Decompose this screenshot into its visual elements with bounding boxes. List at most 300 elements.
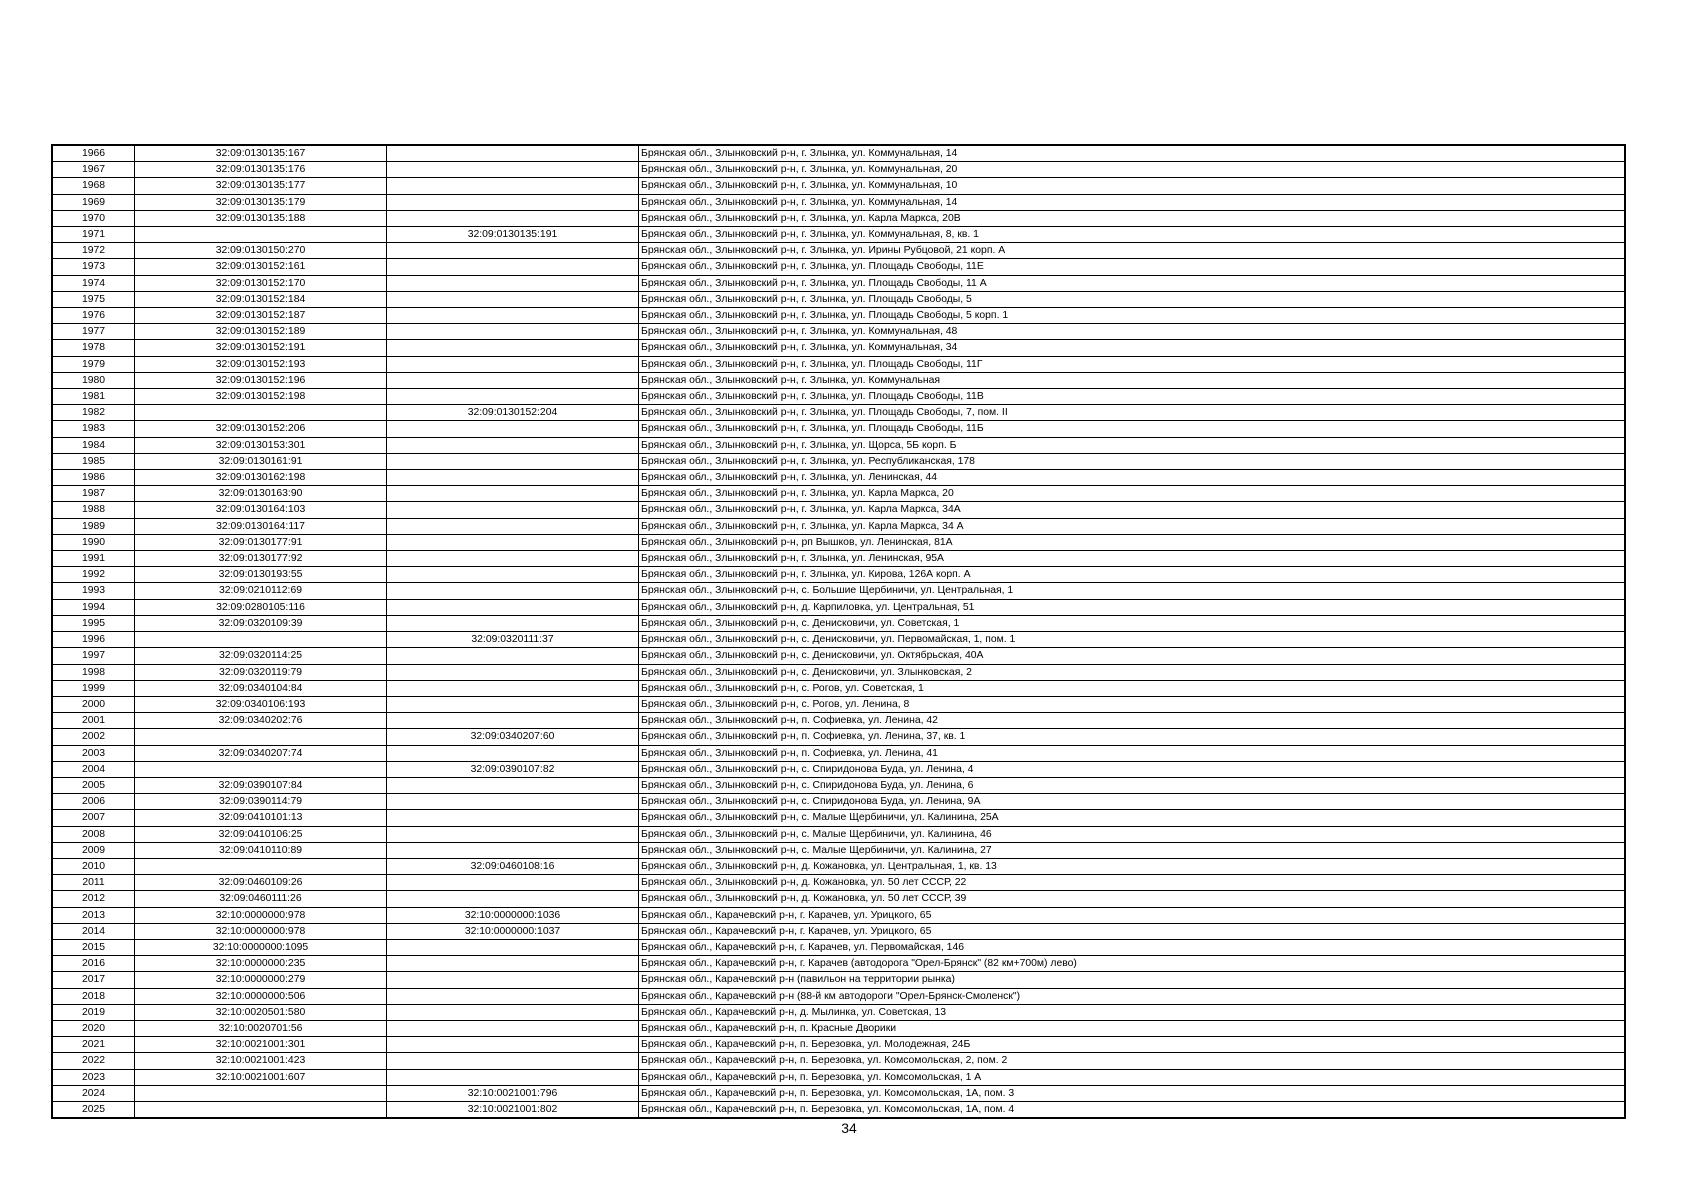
table-row <box>53 923 1625 939</box>
room-cadastral-number-cell <box>387 1053 639 1069</box>
address-cell: Брянская обл., Злынковский р-н, п. Софиевка, ул. Ленина, 37, кв. 1 <box>639 729 1625 745</box>
address-cell: Брянская обл., Злынковский р-н, с. Малые Щербиничи, ул. Калинина, 25А <box>639 810 1625 826</box>
row-number-cell: 2016 <box>53 956 135 972</box>
cadastral-number-cell: 32:10:0021001:423 <box>135 1053 387 1069</box>
cadastral-number-cell: 32:09:0130153:301 <box>135 437 387 453</box>
row-number-cell: 2023 <box>53 1069 135 1085</box>
row-number-cell: 1988 <box>53 502 135 518</box>
table-row <box>53 907 1625 923</box>
room-cadastral-number-cell <box>387 178 639 194</box>
row-number-cell: 1969 <box>53 194 135 210</box>
table-row <box>53 324 1625 340</box>
table-row <box>53 810 1625 826</box>
room-cadastral-number-cell <box>387 308 639 324</box>
cadastral-number-cell: 32:09:0340104:84 <box>135 680 387 696</box>
page-number: 34 <box>841 1120 857 1136</box>
address-cell: Брянская обл., Злынковский р-н, г. Злынка, ул. Кирова, 126А корп. А <box>639 567 1625 583</box>
address-cell: Брянская обл., Злынковский р-н, г. Злынка, ул. Площадь Свободы, 7, пом. II <box>639 405 1625 421</box>
room-cadastral-number-cell <box>387 1020 639 1036</box>
row-number-cell: 2014 <box>53 923 135 939</box>
row-number-cell: 1986 <box>53 470 135 486</box>
address-cell: Брянская обл., Злынковский р-н, г. Злынка, ул. Коммунальная, 48 <box>639 324 1625 340</box>
address-cell: Брянская обл., Злынковский р-н, д. Карпиловка, ул. Центральная, 51 <box>639 599 1625 615</box>
row-number-cell: 1981 <box>53 389 135 405</box>
table-row <box>53 599 1625 615</box>
address-cell: Брянская обл., Злынковский р-н, г. Злынка, ул. Коммунальная, 10 <box>639 178 1625 194</box>
room-cadastral-number-cell <box>387 194 639 210</box>
address-cell: Брянская обл., Карачевский р-н, п. Березовка, ул. Молодежная, 24Б <box>639 1037 1625 1053</box>
table-row <box>53 1085 1625 1101</box>
room-cadastral-number-cell <box>387 599 639 615</box>
cadastral-number-cell: 32:10:0000000:235 <box>135 956 387 972</box>
table-row <box>53 696 1625 712</box>
address-cell: Брянская обл., Злынковский р-н, д. Кожановка, ул. 50 лет СССР, 39 <box>639 891 1625 907</box>
row-number-cell: 1967 <box>53 162 135 178</box>
row-number-cell: 2012 <box>53 891 135 907</box>
row-number-cell: 2020 <box>53 1020 135 1036</box>
cadastral-number-cell: 32:09:0210112:69 <box>135 583 387 599</box>
cadastral-number-cell: 32:09:0390114:79 <box>135 794 387 810</box>
table-row <box>53 421 1625 437</box>
table-row <box>53 583 1625 599</box>
address-cell: Брянская обл., Злынковский р-н, г. Злынка, ул. Площадь Свободы, 11 А <box>639 275 1625 291</box>
row-number-cell: 1982 <box>53 405 135 421</box>
cadastral-number-cell: 32:10:0000000:279 <box>135 972 387 988</box>
row-number-cell: 2011 <box>53 875 135 891</box>
table-row <box>53 1069 1625 1085</box>
address-cell: Брянская обл., Злынковский р-н, г. Злынка, ул. Коммунальная <box>639 372 1625 388</box>
table-row <box>53 291 1625 307</box>
cadastral-number-cell: 32:09:0130152:170 <box>135 275 387 291</box>
room-cadastral-number-cell <box>387 972 639 988</box>
address-cell: Брянская обл., Злынковский р-н, с. Денисковичи, ул. Октябрьская, 40А <box>639 648 1625 664</box>
row-number-cell: 2024 <box>53 1085 135 1101</box>
row-number-cell: 1994 <box>53 599 135 615</box>
table-row <box>53 972 1625 988</box>
address-cell: Брянская обл., Злынковский р-н, г. Злынка, ул. Карла Маркса, 20 <box>639 486 1625 502</box>
row-number-cell: 1998 <box>53 664 135 680</box>
row-number-cell: 2019 <box>53 1004 135 1020</box>
address-cell: Брянская обл., Злынковский р-н, г. Злынка, ул. Ленинская, 95А <box>639 551 1625 567</box>
table-row <box>53 1053 1625 1069</box>
row-number-cell: 1980 <box>53 372 135 388</box>
cadastral-number-cell: 32:09:0130152:196 <box>135 372 387 388</box>
cadastral-number-cell: 32:10:0021001:301 <box>135 1037 387 1053</box>
cadastral-number-cell: 32:09:0130152:161 <box>135 259 387 275</box>
room-cadastral-number-cell <box>387 324 639 340</box>
address-cell: Брянская обл., Злынковский р-н, г. Злынка, ул. Щорса, 5Б корп. Б <box>639 437 1625 453</box>
room-cadastral-number-cell <box>387 939 639 955</box>
table-row <box>53 1101 1625 1117</box>
cadastral-number-cell: 32:09:0130161:91 <box>135 453 387 469</box>
cadastral-number-cell: 32:10:0000000:506 <box>135 988 387 1004</box>
address-cell: Брянская обл., Злынковский р-н, с. Спиридонова Буда, ул. Ленина, 4 <box>639 761 1625 777</box>
room-cadastral-number-cell <box>387 356 639 372</box>
address-cell: Брянская обл., Злынковский р-н, с. Рогов, ул. Советская, 1 <box>639 680 1625 696</box>
table-row <box>53 956 1625 972</box>
row-number-cell: 2013 <box>53 907 135 923</box>
room-cadastral-number-cell: 32:09:0320111:37 <box>387 632 639 648</box>
table-row <box>53 858 1625 874</box>
cadastral-number-cell <box>135 632 387 648</box>
table-row <box>53 162 1625 178</box>
room-cadastral-number-cell <box>387 275 639 291</box>
table-row <box>53 340 1625 356</box>
row-number-cell: 2003 <box>53 745 135 761</box>
room-cadastral-number-cell <box>387 372 639 388</box>
address-cell: Брянская обл., Злынковский р-н, г. Злынка, ул. Карла Маркса, 34А <box>639 502 1625 518</box>
cadastral-number-cell: 32:09:0340106:193 <box>135 696 387 712</box>
room-cadastral-number-cell: 32:10:0021001:802 <box>387 1101 639 1117</box>
cadastral-number-cell: 32:09:0130177:92 <box>135 551 387 567</box>
table-row <box>53 875 1625 891</box>
address-cell: Брянская обл., Злынковский р-н, г. Злынка, ул. Ирины Рубцовой, 21 корп. А <box>639 243 1625 259</box>
room-cadastral-number-cell: 32:09:0130152:204 <box>387 405 639 421</box>
row-number-cell: 2021 <box>53 1037 135 1053</box>
room-cadastral-number-cell <box>387 1004 639 1020</box>
cadastral-number-cell: 32:09:0130177:91 <box>135 534 387 550</box>
cadastral-number-cell: 32:09:0130135:177 <box>135 178 387 194</box>
address-cell: Брянская обл., Злынковский р-н, с. Малые Щербиничи, ул. Калинина, 46 <box>639 826 1625 842</box>
address-cell: Брянская обл., Карачевский р-н, г. Карачев, ул. Первомайская, 146 <box>639 939 1625 955</box>
cadastral-number-cell <box>135 858 387 874</box>
room-cadastral-number-cell: 32:09:0460108:16 <box>387 858 639 874</box>
address-cell: Брянская обл., Злынковский р-н, г. Злынка, ул. Площадь Свободы, 11Г <box>639 356 1625 372</box>
row-number-cell: 1995 <box>53 615 135 631</box>
address-cell: Брянская обл., Злынковский р-н, д. Кожановка, ул. Центральная, 1, кв. 13 <box>639 858 1625 874</box>
row-number-cell: 1968 <box>53 178 135 194</box>
table-row <box>53 680 1625 696</box>
address-cell: Брянская обл., Злынковский р-н, с. Большие Щербиничи, ул. Центральная, 1 <box>639 583 1625 599</box>
row-number-cell: 1977 <box>53 324 135 340</box>
row-number-cell: 2004 <box>53 761 135 777</box>
address-cell: Брянская обл., Злынковский р-н, г. Злынка, ул. Карла Маркса, 34 А <box>639 518 1625 534</box>
room-cadastral-number-cell <box>387 1037 639 1053</box>
table-row <box>53 389 1625 405</box>
row-number-cell: 2025 <box>53 1101 135 1117</box>
address-cell: Брянская обл., Злынковский р-н, с. Денисковичи, ул. Советская, 1 <box>639 615 1625 631</box>
address-cell: Брянская обл., Злынковский р-н, п. Софиевка, ул. Ленина, 42 <box>639 713 1625 729</box>
row-number-cell: 2002 <box>53 729 135 745</box>
cadastral-number-cell: 32:10:0020501:580 <box>135 1004 387 1020</box>
table-row <box>53 1020 1625 1036</box>
cadastral-number-cell <box>135 1101 387 1117</box>
address-cell: Брянская обл., Злынковский р-н, г. Злынка, ул. Коммунальная, 34 <box>639 340 1625 356</box>
cadastral-number-cell: 32:10:0021001:607 <box>135 1069 387 1085</box>
registry-table-body <box>53 146 1625 1118</box>
table-row <box>53 243 1625 259</box>
address-cell: Брянская обл., Злынковский р-н, г. Злынка, ул. Площадь Свободы, 5 корп. 1 <box>639 308 1625 324</box>
cadastral-number-cell: 32:10:0020701:56 <box>135 1020 387 1036</box>
room-cadastral-number-cell <box>387 680 639 696</box>
table-row <box>53 713 1625 729</box>
address-cell: Брянская обл., Злынковский р-н, г. Злынка, ул. Ленинская, 44 <box>639 470 1625 486</box>
table-row <box>53 178 1625 194</box>
row-number-cell: 1983 <box>53 421 135 437</box>
table-row <box>53 372 1625 388</box>
row-number-cell: 1989 <box>53 518 135 534</box>
cadastral-number-cell: 32:09:0130163:90 <box>135 486 387 502</box>
address-cell: Брянская обл., Злынковский р-н, п. Софиевка, ул. Ленина, 41 <box>639 745 1625 761</box>
address-cell: Брянская обл., Карачевский р-н, г. Карачев, ул. Урицкого, 65 <box>639 923 1625 939</box>
row-number-cell: 2017 <box>53 972 135 988</box>
table-row <box>53 405 1625 421</box>
room-cadastral-number-cell <box>387 389 639 405</box>
cadastral-number-cell: 32:09:0130152:189 <box>135 324 387 340</box>
table-row <box>53 518 1625 534</box>
row-number-cell: 1990 <box>53 534 135 550</box>
cadastral-number-cell: 32:09:0460109:26 <box>135 875 387 891</box>
room-cadastral-number-cell <box>387 810 639 826</box>
table-row <box>53 826 1625 842</box>
row-number-cell: 1978 <box>53 340 135 356</box>
table-row <box>53 259 1625 275</box>
table-row <box>53 470 1625 486</box>
address-cell: Брянская обл., Злынковский р-н, г. Злынка, ул. Коммунальная, 14 <box>639 146 1625 162</box>
room-cadastral-number-cell <box>387 713 639 729</box>
address-cell: Брянская обл., Карачевский р-н, п. Березовка, ул. Комсомольская, 2, пом. 2 <box>639 1053 1625 1069</box>
address-cell: Брянская обл., Злынковский р-н, с. Рогов, ул. Ленина, 8 <box>639 696 1625 712</box>
table-row <box>53 210 1625 226</box>
row-number-cell: 2022 <box>53 1053 135 1069</box>
address-cell: Брянская обл., Карачевский р-н, г. Карачев, ул. Урицкого, 65 <box>639 907 1625 923</box>
room-cadastral-number-cell <box>387 470 639 486</box>
cadastral-number-cell: 32:10:0000000:978 <box>135 923 387 939</box>
row-number-cell: 2010 <box>53 858 135 874</box>
registry-table <box>52 145 1625 1118</box>
table-row <box>53 632 1625 648</box>
address-cell: Брянская обл., Злынковский р-н, д. Кожановка, ул. 50 лет СССР, 22 <box>639 875 1625 891</box>
room-cadastral-number-cell: 32:09:0390107:82 <box>387 761 639 777</box>
cadastral-number-cell: 32:09:0130150:270 <box>135 243 387 259</box>
row-number-cell: 2015 <box>53 939 135 955</box>
room-cadastral-number-cell <box>387 437 639 453</box>
room-cadastral-number-cell: 32:10:0021001:796 <box>387 1085 639 1101</box>
room-cadastral-number-cell <box>387 243 639 259</box>
table-row <box>53 761 1625 777</box>
room-cadastral-number-cell <box>387 486 639 502</box>
address-cell: Брянская обл., Злынковский р-н, г. Злынка, ул. Карла Маркса, 20В <box>639 210 1625 226</box>
cadastral-number-cell: 32:10:0000000:1095 <box>135 939 387 955</box>
cadastral-number-cell: 32:09:0130135:167 <box>135 146 387 162</box>
table-row <box>53 777 1625 793</box>
table-row <box>53 939 1625 955</box>
row-number-cell: 1985 <box>53 453 135 469</box>
table-row <box>53 891 1625 907</box>
row-number-cell: 1976 <box>53 308 135 324</box>
room-cadastral-number-cell <box>387 453 639 469</box>
row-number-cell: 1987 <box>53 486 135 502</box>
row-number-cell: 2006 <box>53 794 135 810</box>
cadastral-number-cell: 32:10:0000000:978 <box>135 907 387 923</box>
row-number-cell: 1993 <box>53 583 135 599</box>
cadastral-number-cell <box>135 729 387 745</box>
room-cadastral-number-cell <box>387 534 639 550</box>
row-number-cell: 1966 <box>53 146 135 162</box>
room-cadastral-number-cell <box>387 648 639 664</box>
address-cell: Брянская обл., Карачевский р-н (88-й км автодороги "Орел-Брянск-Смоленск") <box>639 988 1625 1004</box>
table-row <box>53 567 1625 583</box>
room-cadastral-number-cell <box>387 291 639 307</box>
address-cell: Брянская обл., Карачевский р-н, п. Березовка, ул. Комсомольская, 1 А <box>639 1069 1625 1085</box>
cadastral-number-cell: 32:09:0130135:179 <box>135 194 387 210</box>
address-cell: Брянская обл., Злынковский р-н, с. Малые Щербиничи, ул. Калинина, 27 <box>639 842 1625 858</box>
room-cadastral-number-cell <box>387 210 639 226</box>
row-number-cell: 1992 <box>53 567 135 583</box>
cadastral-number-cell: 32:09:0410106:25 <box>135 826 387 842</box>
table-row <box>53 227 1625 243</box>
row-number-cell: 1996 <box>53 632 135 648</box>
table-row <box>53 1037 1625 1053</box>
cadastral-number-cell: 32:09:0340207:74 <box>135 745 387 761</box>
row-number-cell: 1997 <box>53 648 135 664</box>
room-cadastral-number-cell <box>387 875 639 891</box>
cadastral-number-cell: 32:09:0130152:206 <box>135 421 387 437</box>
row-number-cell: 2009 <box>53 842 135 858</box>
table-row <box>53 534 1625 550</box>
room-cadastral-number-cell <box>387 794 639 810</box>
room-cadastral-number-cell <box>387 551 639 567</box>
address-cell: Брянская обл., Злынковский р-н, г. Злынка, ул. Коммунальная, 8, кв. 1 <box>639 227 1625 243</box>
table-row <box>53 275 1625 291</box>
table-row <box>53 194 1625 210</box>
cadastral-number-cell: 32:09:0130152:187 <box>135 308 387 324</box>
cadastral-number-cell: 32:09:0130152:191 <box>135 340 387 356</box>
row-number-cell: 2000 <box>53 696 135 712</box>
room-cadastral-number-cell <box>387 502 639 518</box>
address-cell: Брянская обл., Карачевский р-н, п. Березовка, ул. Комсомольская, 1А, пом. 4 <box>639 1101 1625 1117</box>
row-number-cell: 2001 <box>53 713 135 729</box>
row-number-cell: 1971 <box>53 227 135 243</box>
row-number-cell: 1984 <box>53 437 135 453</box>
cadastral-number-cell: 32:09:0130193:55 <box>135 567 387 583</box>
address-cell: Брянская обл., Злынковский р-н, г. Злынка, ул. Коммунальная, 14 <box>639 194 1625 210</box>
table-row <box>53 453 1625 469</box>
address-cell: Брянская обл., Злынковский р-н, г. Злынка, ул. Площадь Свободы, 11В <box>639 389 1625 405</box>
address-cell: Брянская обл., Карачевский р-н (павильон на территории рынка) <box>639 972 1625 988</box>
table-row <box>53 729 1625 745</box>
table-row <box>53 486 1625 502</box>
table-row <box>53 146 1625 162</box>
table-row <box>53 648 1625 664</box>
room-cadastral-number-cell <box>387 567 639 583</box>
row-number-cell: 2018 <box>53 988 135 1004</box>
address-cell: Брянская обл., Злынковский р-н, рп Вышков, ул. Ленинская, 81А <box>639 534 1625 550</box>
room-cadastral-number-cell <box>387 696 639 712</box>
address-cell: Брянская обл., Злынковский р-н, г. Злынка, ул. Площадь Свободы, 5 <box>639 291 1625 307</box>
row-number-cell: 1974 <box>53 275 135 291</box>
table-row <box>53 988 1625 1004</box>
room-cadastral-number-cell <box>387 583 639 599</box>
room-cadastral-number-cell <box>387 421 639 437</box>
address-cell: Брянская обл., Злынковский р-н, с. Денисковичи, ул. Злынковская, 2 <box>639 664 1625 680</box>
address-cell: Брянская обл., Злынковский р-н, г. Злынка, ул. Коммунальная, 20 <box>639 162 1625 178</box>
room-cadastral-number-cell <box>387 146 639 162</box>
room-cadastral-number-cell <box>387 956 639 972</box>
table-row <box>53 664 1625 680</box>
cadastral-number-cell <box>135 761 387 777</box>
address-cell: Брянская обл., Карачевский р-н, п. Красные Дворики <box>639 1020 1625 1036</box>
room-cadastral-number-cell <box>387 162 639 178</box>
room-cadastral-number-cell <box>387 745 639 761</box>
row-number-cell: 1991 <box>53 551 135 567</box>
cadastral-number-cell <box>135 405 387 421</box>
cadastral-number-cell: 32:09:0340202:76 <box>135 713 387 729</box>
room-cadastral-number-cell <box>387 988 639 1004</box>
table-row <box>53 437 1625 453</box>
cadastral-number-cell <box>135 227 387 243</box>
table-row <box>53 1004 1625 1020</box>
room-cadastral-number-cell <box>387 340 639 356</box>
row-number-cell: 1979 <box>53 356 135 372</box>
room-cadastral-number-cell: 32:09:0340207:60 <box>387 729 639 745</box>
row-number-cell: 1970 <box>53 210 135 226</box>
room-cadastral-number-cell: 32:10:0000000:1036 <box>387 907 639 923</box>
address-cell: Брянская обл., Злынковский р-н, с. Денисковичи, ул. Первомайская, 1, пом. 1 <box>639 632 1625 648</box>
room-cadastral-number-cell <box>387 826 639 842</box>
cadastral-number-cell: 32:09:0320109:39 <box>135 615 387 631</box>
row-number-cell: 1975 <box>53 291 135 307</box>
room-cadastral-number-cell: 32:09:0130135:191 <box>387 227 639 243</box>
row-number-cell: 1999 <box>53 680 135 696</box>
table-row <box>53 502 1625 518</box>
address-cell: Брянская обл., Карачевский р-н, г. Карачев (автодорога "Орел-Брянск" (82 км+700м) лево) <box>639 956 1625 972</box>
cadastral-number-cell: 32:09:0410110:89 <box>135 842 387 858</box>
room-cadastral-number-cell <box>387 615 639 631</box>
room-cadastral-number-cell <box>387 777 639 793</box>
room-cadastral-number-cell: 32:10:0000000:1037 <box>387 923 639 939</box>
cadastral-number-cell: 32:09:0390107:84 <box>135 777 387 793</box>
table-row <box>53 842 1625 858</box>
table-row <box>53 615 1625 631</box>
row-number-cell: 1972 <box>53 243 135 259</box>
cadastral-number-cell: 32:09:0130135:176 <box>135 162 387 178</box>
table-row <box>53 745 1625 761</box>
address-cell: Брянская обл., Злынковский р-н, г. Злынка, ул. Республиканская, 178 <box>639 453 1625 469</box>
table-row <box>53 356 1625 372</box>
address-cell: Брянская обл., Злынковский р-н, с. Спиридонова Буда, ул. Ленина, 9А <box>639 794 1625 810</box>
cadastral-number-cell: 32:09:0130152:198 <box>135 389 387 405</box>
room-cadastral-number-cell <box>387 1069 639 1085</box>
table-row <box>53 794 1625 810</box>
row-number-cell: 1973 <box>53 259 135 275</box>
address-cell: Брянская обл., Злынковский р-н, г. Злынка, ул. Площадь Свободы, 11Е <box>639 259 1625 275</box>
cadastral-number-cell: 32:09:0130164:117 <box>135 518 387 534</box>
cadastral-number-cell: 32:09:0320119:79 <box>135 664 387 680</box>
address-cell: Брянская обл., Злынковский р-н, г. Злынка, ул. Площадь Свободы, 11Б <box>639 421 1625 437</box>
room-cadastral-number-cell <box>387 842 639 858</box>
cadastral-number-cell: 32:09:0280105:116 <box>135 599 387 615</box>
cadastral-number-cell: 32:09:0320114:25 <box>135 648 387 664</box>
room-cadastral-number-cell <box>387 664 639 680</box>
cadastral-number-cell: 32:09:0130152:193 <box>135 356 387 372</box>
table-row <box>53 551 1625 567</box>
room-cadastral-number-cell <box>387 518 639 534</box>
cadastral-number-cell: 32:09:0130164:103 <box>135 502 387 518</box>
row-number-cell: 2008 <box>53 826 135 842</box>
cadastral-number-cell: 32:09:0130162:198 <box>135 470 387 486</box>
address-cell: Брянская обл., Карачевский р-н, д. Мылинка, ул. Советская, 13 <box>639 1004 1625 1020</box>
cadastral-number-cell: 32:09:0130152:184 <box>135 291 387 307</box>
address-cell: Брянская обл., Карачевский р-н, п. Березовка, ул. Комсомольская, 1А, пом. 3 <box>639 1085 1625 1101</box>
table-row <box>53 308 1625 324</box>
address-cell: Брянская обл., Злынковский р-н, с. Спиридонова Буда, ул. Ленина, 6 <box>639 777 1625 793</box>
cadastral-number-cell <box>135 1085 387 1101</box>
cadastral-number-cell: 32:09:0410101:13 <box>135 810 387 826</box>
cadastral-number-cell: 32:09:0460111:26 <box>135 891 387 907</box>
room-cadastral-number-cell <box>387 891 639 907</box>
room-cadastral-number-cell <box>387 259 639 275</box>
